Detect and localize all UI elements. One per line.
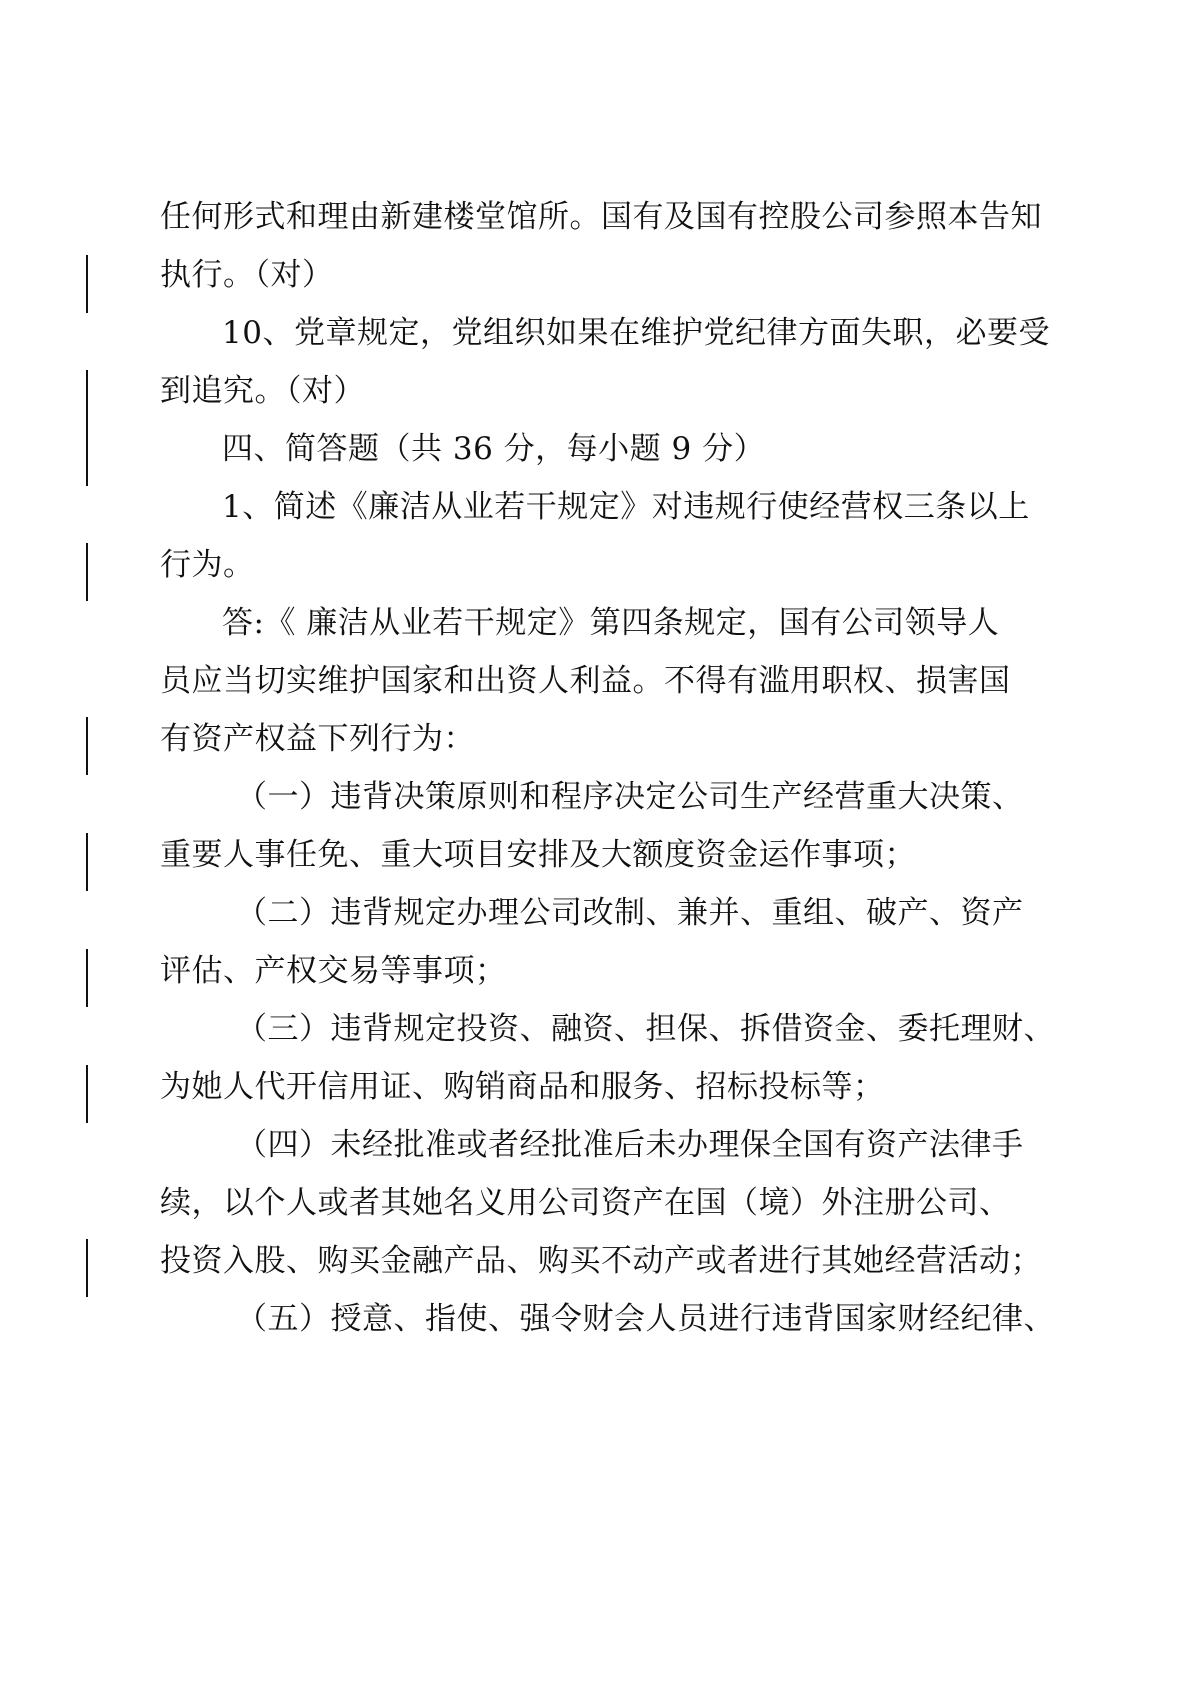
- question-line: 行为。: [160, 547, 255, 583]
- question-line: 1、简述《廉洁从业若干规定》对违规行使经营权三条以上: [222, 489, 1030, 525]
- list-item: （二）违背规定办理公司改制、兼并、重组、破产、资产: [236, 895, 1024, 931]
- margin-change-bar: [86, 949, 88, 1007]
- list-item: （一）违背决策原则和程序决定公司生产经营重大决策、: [236, 779, 1024, 815]
- text-line: 执行。（对）: [160, 257, 334, 293]
- answer-line: 有资产权益下列行为：: [160, 721, 475, 757]
- list-item: （五）授意、指使、强令财会人员进行违背国家财经纪律、: [236, 1301, 1055, 1337]
- margin-change-bar: [86, 1065, 88, 1123]
- margin-change-bar: [86, 370, 88, 486]
- text-line: 任何形式和理由新建楼堂馆所。国有及国有控股公司参照本告知: [160, 199, 1042, 235]
- margin-change-bar: [86, 833, 88, 891]
- list-item: （三）违背规定投资、融资、担保、拆借资金、委托理财、: [236, 1011, 1055, 1047]
- list-item: （四）未经批准或者经批准后未办理保全国有资产法律手: [236, 1127, 1024, 1163]
- list-item: 续，以个人或者其她名义用公司资产在国（境）外注册公司、: [160, 1185, 1011, 1221]
- list-item: 重要人事任免、重大项目安排及大额度资金运作事项；: [160, 837, 916, 873]
- margin-change-bar: [86, 1239, 88, 1297]
- text-line: 10、党章规定，党组织如果在维护党纪律方面失职，必要受: [222, 315, 1050, 351]
- section-heading: 四、简答题（共 36 分，每小题 9 分）: [222, 431, 766, 467]
- margin-change-bar: [86, 255, 88, 313]
- list-item: 投资入股、购买金融产品、购买不动产或者进行其她经营活动；: [160, 1243, 1042, 1279]
- margin-change-bar: [86, 543, 88, 601]
- answer-line: 员应当切实维护国家和出资人利益。不得有滥用职权、损害国: [160, 663, 1011, 699]
- list-item: 为她人代开信用证、购销商品和服务、招标投标等；: [160, 1069, 885, 1105]
- list-item: 评估、产权交易等事项；: [160, 953, 507, 989]
- margin-change-bar: [86, 717, 88, 775]
- text-line: 到追究。（对）: [160, 373, 365, 409]
- answer-line: 答:《 廉洁从业若干规定》第四条规定，国有公司领导人: [222, 605, 1000, 641]
